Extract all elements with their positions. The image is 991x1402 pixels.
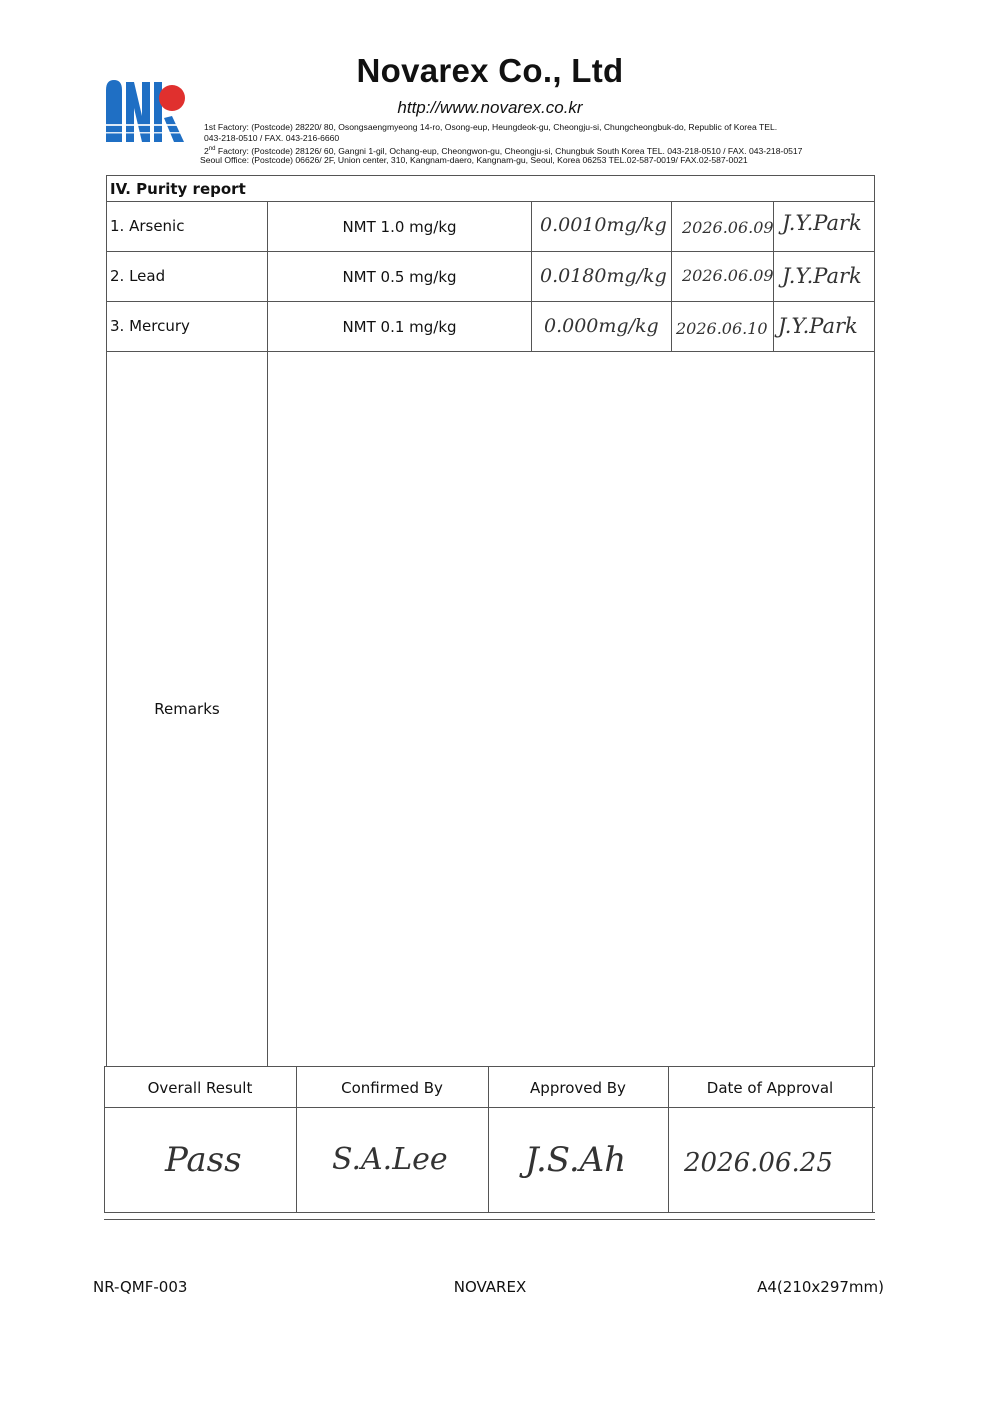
approved-by-header: Approved By	[530, 1079, 626, 1097]
test-item: 2. Lead	[110, 267, 166, 285]
test-date: 2026.06.09	[682, 266, 774, 285]
remarks-label: Remarks	[154, 700, 220, 718]
analyst-signature: J.Y.Park	[778, 314, 858, 338]
paper-size: A4(210x297mm)	[757, 1278, 884, 1296]
factory1-address-cont: 043-218-0510 / FAX. 043-216-6660	[204, 133, 340, 143]
company-website: http://www.novarex.co.kr	[397, 98, 583, 117]
company-name: Novarex Co., Ltd	[356, 52, 624, 89]
approved-by-signature: J.S.Ah	[525, 1140, 627, 1180]
footer-brand: NOVAREX	[453, 1278, 527, 1296]
specification: NMT 0.5 mg/kg	[342, 268, 457, 286]
section-title: IV. Purity report	[110, 180, 246, 198]
overall-result-value: Pass	[165, 1140, 242, 1180]
test-result: 0.0010mg/kg	[540, 214, 667, 236]
date-of-approval-header: Date of Approval	[706, 1079, 834, 1097]
overall-result-header: Overall Result	[147, 1079, 253, 1097]
specification: NMT 1.0 mg/kg	[342, 218, 457, 236]
company-logo	[104, 76, 186, 146]
analyst-signature: J.Y.Park	[782, 264, 862, 288]
test-item: 1. Arsenic	[110, 217, 185, 235]
remarks-area	[268, 352, 874, 1066]
analyst-signature: J.Y.Park	[782, 211, 862, 235]
test-result: 0.000mg/kg	[544, 315, 659, 337]
confirmed-by-header: Confirmed By	[341, 1079, 443, 1097]
confirmed-by-signature: S.A.Lee	[332, 1142, 448, 1177]
test-date: 2026.06.09	[682, 218, 774, 237]
approval-date-value: 2026.06.25	[684, 1148, 833, 1178]
factory2-address: 2nd Factory: (Postcode) 28126/ 60, Gangni 1-gil, Ochang-eup, Cheongwon-gu, Cheongju-si, Chungbuk South Korea TEL. 043-218-0510 / FAX. 043-218-0517	[204, 145, 803, 156]
factory1-address: 1st Factory: (Postcode) 28220/ 80, Osongsaengmyeong 14-ro, Osong-eup, Heungdeok-gu, Cheongju-si, Chungcheongbuk-do, Republic of Korea TEL.	[204, 122, 778, 132]
test-date: 2026.06.10	[676, 319, 768, 338]
test-item: 3. Mercury	[110, 317, 190, 335]
seoul-office-address: Seoul Office: (Postcode) 06626/ 2F, Union center, 310, Kangnam-daero, Kangnam-gu, Seoul, Korea 06253 TEL.02-587-0019/ FAX.02-587-0021	[200, 155, 748, 165]
form-number: NR-QMF-003	[93, 1278, 188, 1296]
specification: NMT 0.1 mg/kg	[342, 318, 457, 336]
test-result: 0.0180mg/kg	[540, 265, 667, 287]
